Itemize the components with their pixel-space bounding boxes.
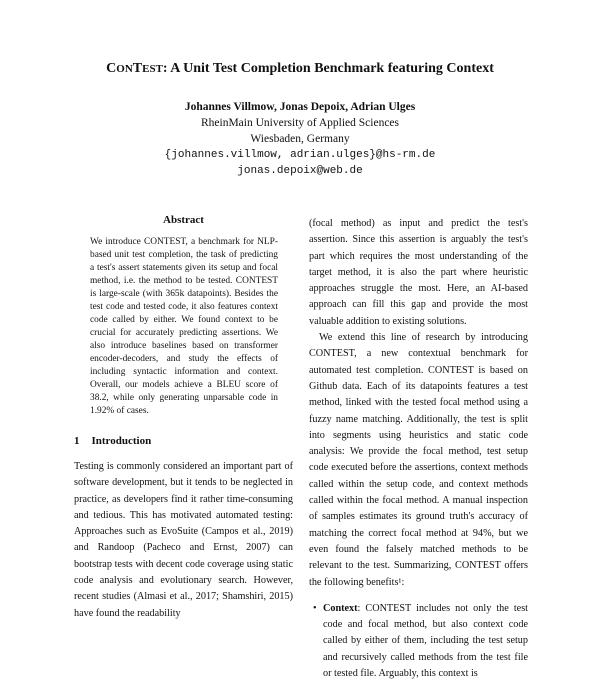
title-part: : A Unit Test Completion Benchmark featuring Context [162,61,494,76]
right-column [309,216,528,682]
section-heading [74,435,293,447]
affiliation: RheinMain University of Applied Sciences [200,117,400,129]
author-block [0,99,600,179]
left-column [74,214,293,622]
abstract-heading: Abstract [163,214,204,226]
location: Wiesbaden, Germany [250,133,350,145]
intro-paragraph: Testing is commonly considered an important part of software development, but it tends to be neglected in practice, as developers find it rather time-consuming and tedious. This has motivated automated testing: Approaches such as EvoSuite (Campos et al., 2019) and Randoop (Pacheco and Ernst, 2007) can bootstrap tests with decent code coverage using static code analysis and evolutionary search. However, recent studies (Almasi et al., 2017; Shamshiri, 2015) have found the readability [74,461,293,619]
benefit-label: Context [323,602,358,614]
benefits-list [309,601,528,682]
email-line-2: jonas.depoix@web.de [237,165,363,177]
right-paragraph-1: (focal method) as input and predict the test's assertion. Since this assertion is arguably the test's part which requires the most understanding of the target method, it is also the part where heuristic approaches struggle the most. Here, an AI-based approach can fill this gap and provide the most valuable addition to existing solutions. [309,218,528,327]
paper-title [0,60,600,78]
bullet-icon: • [313,602,317,614]
section-number: 1 [74,435,80,447]
title-part: C [106,61,117,76]
benefit-text: : CONTEST includes not only the test code and focal method, but also context code called by either of them, including the test setup and recursively called methods from the test file or tested file. Arguably, this context is [323,602,528,680]
right-paragraph-2: We extend this line of research by introducing CONTEST, a new contextual benchmark for automated test completion. CONTEST is based on Github data. Each of its datapoints features a test method, linked with the tested focal method using a fuzzy name matching. Additionally, the test is split into segments using heuristics and static code analysis: We provide the focal method, test setup code executed before the assertions, context methods called within the setup code, and context methods called within the focal method. A manual inspection of samples estimates its ground truth's accuracy of matching the correct focal method at 94%, but we even found the falsely matched methods to be relevant to the test. Summarizing, CONTEST offers the following benefits¹: [309,332,528,588]
title-part: ON [116,63,133,75]
title-part: EST [142,63,163,75]
section-title: Introduction [91,435,152,447]
title-part: T [132,61,143,76]
author-names: Johannes Villmow, Jonas Depoix, Adrian Ulges [184,101,416,113]
email-line-1: {johannes.villmow, adrian.ulges}@hs-rm.de [164,149,436,161]
abstract-text: We introduce CONTEST, a benchmark for NLP-based unit test completion, the task of predicting a test's assert statements given its setup and focal method, i.e. the method to be tested. CONTEST is large-scale (with 365k datapoints). Besides the test code and tested code, it also features context code called by either. We found context to be crucial for accurately predicting assertions. We also introduce baselines based on transformer encoder-decoders, and study the effects of including syntactic information and context. Overall, our models achieve a BLEU score of 38.2, while only generating unparsable code in 1.92% of cases. [90,237,278,416]
list-item [313,601,528,682]
